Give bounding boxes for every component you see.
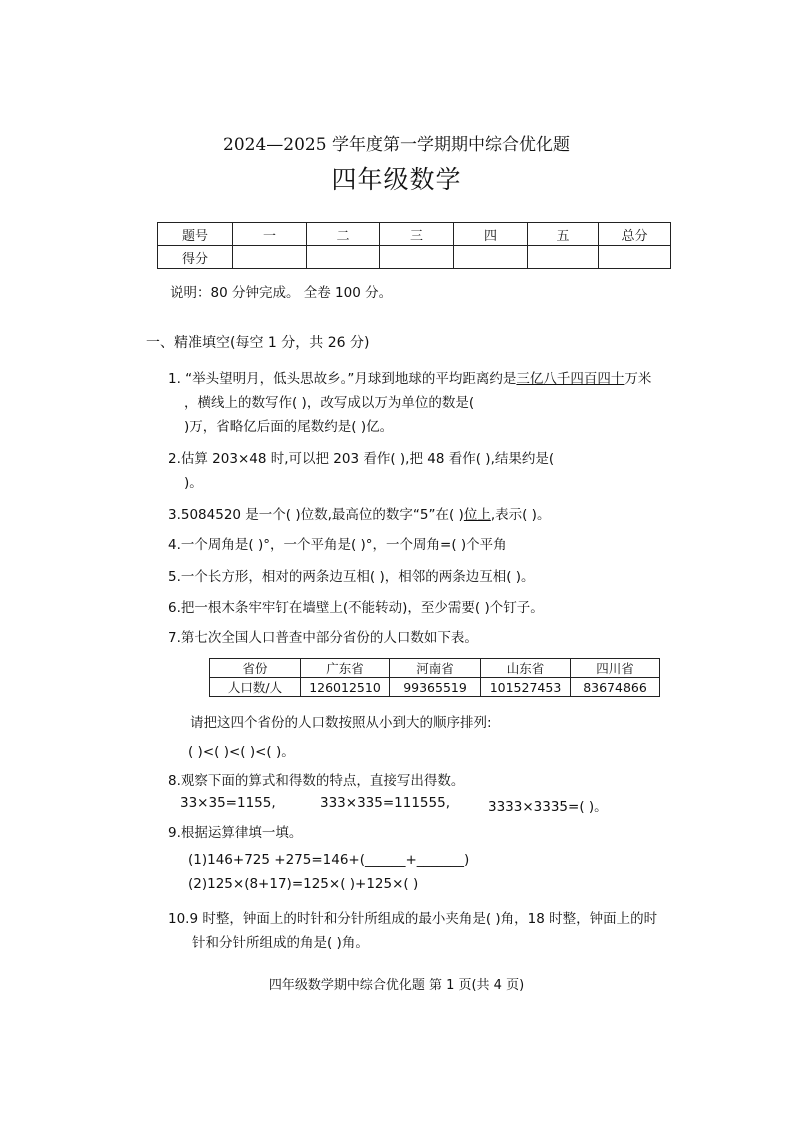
question-10-line-1: 10.9 时整，钟面上的时针和分针所组成的最小夹角是( )角，18 时整，钟面上的时 (168, 911, 658, 927)
question-7: 7.第七次全国人口普查中部分省份的人口数如下表。 (168, 630, 478, 646)
score-table-header-row (158, 223, 671, 246)
q3-text-pre: 3.5084520 是一个( )位数,最高位的数字“5”在( ) (168, 507, 464, 523)
question-2-line-2: )。 (184, 475, 203, 491)
question-9-sub-2: (2)125×(8+17)=125×( )+125×( ) (188, 876, 419, 892)
score-cell: 题号 (158, 223, 233, 246)
score-row-label: 得分 (158, 246, 233, 269)
question-2-line-1: 2.估算 203×48 时,可以把 203 看作( ),把 48 看作( ),结果约是( (168, 451, 555, 467)
question-8-eq-2: 333×335=111555, (320, 795, 450, 811)
pop-header-cell: 山东省 (481, 659, 571, 678)
question-8-eq-3: 3333×3335=( )。 (488, 799, 608, 815)
question-1-line-2: ，横线上的数写作( )，改写成以万为单位的数是( (184, 395, 475, 411)
score-cell: 二 (307, 223, 380, 246)
exam-note: 说明：80 分钟完成。 全卷 100 分。 (170, 285, 393, 301)
question-7-answer-blanks: ( )<( )<( )<( )。 (188, 744, 295, 760)
q3-text-post: ,表示( )。 (490, 507, 551, 523)
pop-header-cell: 省份 (210, 659, 301, 678)
question-8: 8.观察下面的算式和得数的特点，直接写出得数。 (168, 773, 465, 789)
question-6: 6.把一根木条牢牢钉在墙壁上(不能转动)，至少需要( )个钉子。 (168, 600, 544, 616)
pop-value-cell: 126012510 (301, 678, 390, 697)
pop-header-cell: 河南省 (390, 659, 481, 678)
pop-value-cell: 83674866 (571, 678, 660, 697)
score-blank[interactable] (528, 246, 599, 269)
question-7-instruction: 请把这四个省份的人口数按照从小到大的顺序排列: (190, 715, 492, 731)
pop-header-cell: 四川省 (571, 659, 660, 678)
q1-text-post: 万米 (624, 371, 652, 387)
score-blank[interactable] (233, 246, 307, 269)
score-blank[interactable] (454, 246, 528, 269)
pop-value-cell: 人口数/人 (210, 678, 301, 697)
page-footer: 四年级数学期中综合优化题 第 1 页(共 4 页) (268, 978, 525, 993)
score-blank[interactable] (307, 246, 380, 269)
q1-text-pre: 1. “举头望明月，低头思故乡。”月球到地球的平均距离约是 (168, 371, 517, 387)
score-blank[interactable] (599, 246, 671, 269)
pop-header-cell: 广东省 (301, 659, 390, 678)
question-10-line-2: 针和分针所组成的角是( )角。 (192, 935, 369, 951)
population-header-row (210, 659, 660, 678)
population-table (209, 658, 660, 697)
question-3 (168, 503, 550, 523)
score-cell: 五 (528, 223, 599, 246)
question-1-line-1 (168, 367, 651, 387)
score-cell: 一 (233, 223, 307, 246)
question-8-eq-1: 33×35=1155, (180, 795, 276, 811)
question-9: 9.根据运算律填一填。 (168, 825, 303, 841)
question-4: 4.一个周角是( )°，一个平角是( )°，一个周角=( )个平角 (168, 537, 507, 553)
pop-value-cell: 99365519 (390, 678, 481, 697)
score-table (157, 222, 671, 269)
question-9-sub-1: (1)146+725 +275=146+(______+_______) (188, 852, 470, 868)
exam-subject: 四年级数学 (331, 165, 462, 194)
score-cell: 总分 (599, 223, 671, 246)
q1-underlined-number: 三亿八千四百四十 (516, 371, 625, 387)
exam-title: 2024—2025 学年度第一学期期中综合优化题 (223, 135, 570, 155)
population-value-row (210, 678, 660, 697)
question-5: 5.一个长方形，相对的两条边互相( )，相邻的两条边互相( )。 (168, 569, 535, 585)
score-blank[interactable] (380, 246, 454, 269)
question-1-line-3: )万，省略亿后面的尾数约是( )亿。 (184, 419, 394, 435)
score-cell: 四 (454, 223, 528, 246)
score-table-score-row (158, 246, 671, 269)
section-heading: 一、精准填空(每空 1 分，共 26 分) (146, 335, 370, 351)
score-cell: 三 (380, 223, 454, 246)
pop-value-cell: 101527453 (481, 678, 571, 697)
q3-underlined: 位上 (463, 507, 491, 523)
